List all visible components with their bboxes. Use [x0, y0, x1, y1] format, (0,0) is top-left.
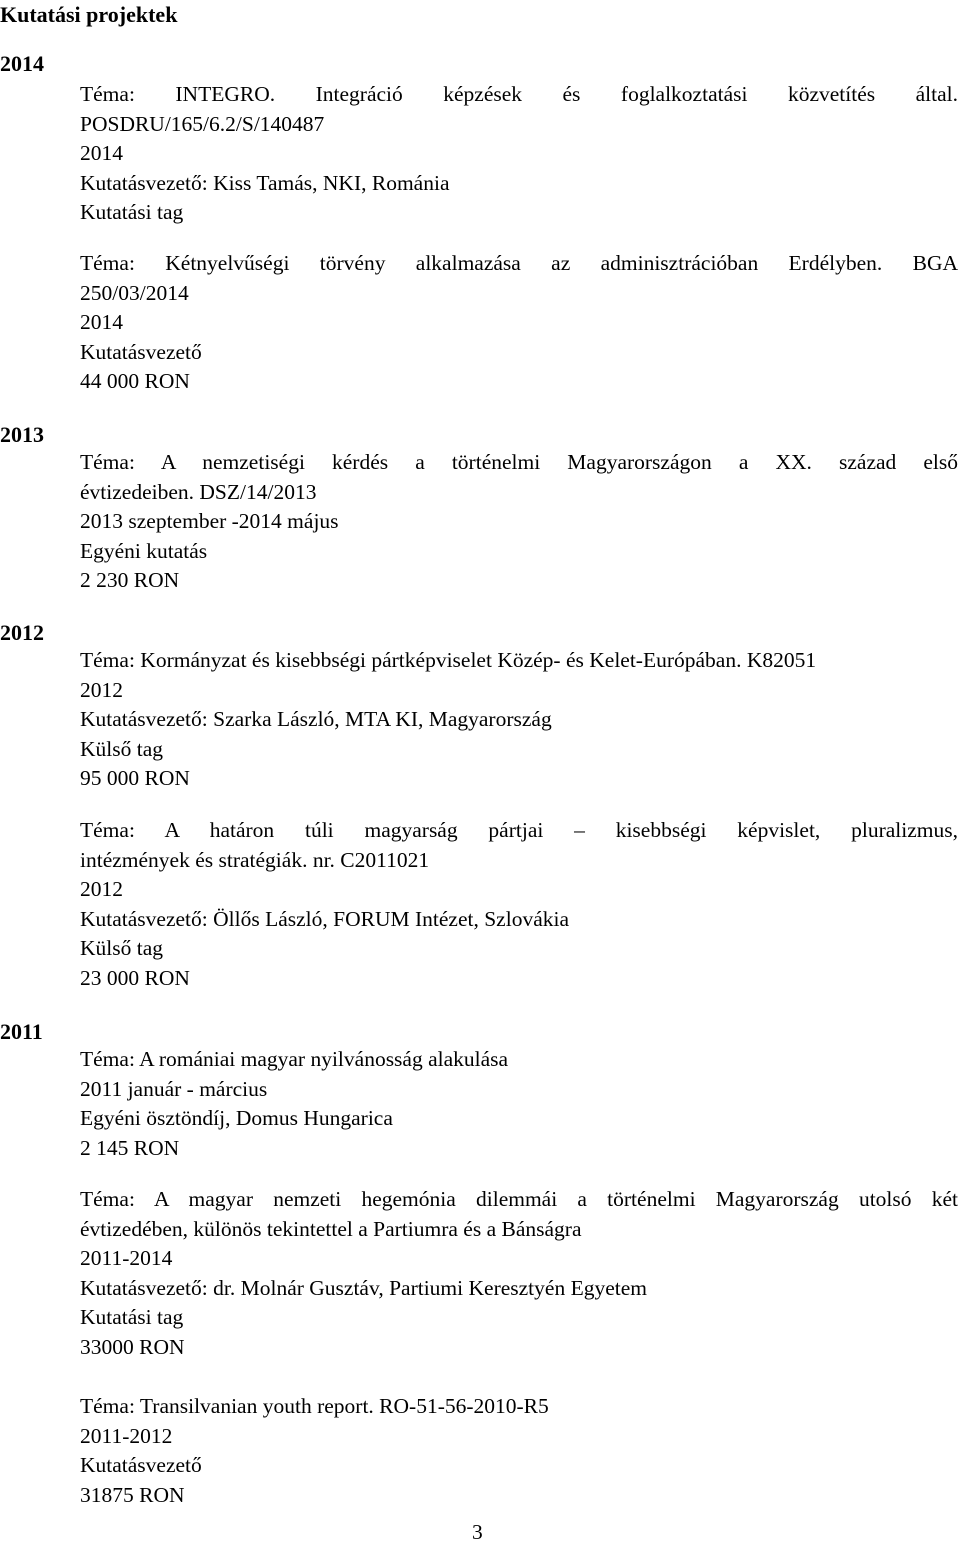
project-period: 2014 [80, 141, 123, 166]
project-title-line: POSDRU/165/6.2/S/140487 [80, 111, 325, 136]
project-budget: 33000 RON [80, 1334, 185, 1359]
project-entry [80, 80, 958, 228]
project-period: 2011 január - március [80, 1076, 268, 1101]
year-heading-2012: 2012 [0, 620, 44, 645]
project-title-line: Téma: A határon túli magyarság pártjai – kisebbségi képvislet, pluralizmus, [80, 818, 958, 842]
project-budget: 23 000 RON [80, 965, 190, 990]
page-number: 3 [472, 1520, 483, 1544]
project-title-line: intézmények és stratégiák. nr. C2011021 [80, 847, 430, 872]
project-role: Külső tag [80, 736, 164, 761]
project-role: Egyéni kutatás [80, 538, 208, 563]
project-title-line: Téma: A romániai magyar nyilvánosság alakulása [80, 1047, 509, 1071]
project-period: 2013 szeptember -2014 május [80, 509, 339, 534]
project-role: Kutatási tag [80, 200, 184, 225]
project-budget: 31875 RON [80, 1482, 185, 1507]
project-entry [80, 249, 958, 397]
project-leader: Kutatásvezető: Öllős László, FORUM Intézet, Szlovákia [80, 906, 570, 931]
project-role: Kutatásvezető [80, 339, 202, 364]
project-title-line: Téma: Kormányzat és kisebbségi pártképviselet Közép- és Kelet-Európában. K82051 [80, 648, 817, 672]
project-title-line: Téma: Transilvanian youth report. RO-51-56-2010-R5 [80, 1394, 549, 1418]
year-heading-2013: 2013 [0, 422, 44, 447]
project-entry [80, 1392, 958, 1510]
project-title-line: Téma: A nemzetiségi kérdés a történelmi Magyarországon a XX. század első [80, 450, 958, 474]
project-budget: 2 145 RON [80, 1135, 180, 1160]
project-role: Kutatási tag [80, 1305, 184, 1330]
project-role: Kutatásvezető [80, 1453, 202, 1478]
project-title-line: évtizedeiben. DSZ/14/2013 [80, 479, 317, 504]
project-period: 2014 [80, 310, 123, 335]
project-title-line: Téma: A magyar nemzeti hegemónia dilemmái a történelmi Magyarország utolsó két [80, 1187, 958, 1211]
year-heading-2014: 2014 [0, 51, 44, 76]
project-leader: Kutatásvezető: Szarka László, MTA KI, Magyarország [80, 707, 552, 732]
project-title-line: Téma: Kétnyelvűségi törvény alkalmazása az adminisztrációban Erdélyben. BGA [80, 251, 958, 275]
project-period: 2011-2014 [80, 1246, 173, 1271]
project-entry [80, 646, 958, 794]
project-entry [80, 816, 958, 994]
section-title: Kutatási projektek [0, 2, 178, 27]
project-budget: 95 000 RON [80, 766, 190, 791]
project-entry [80, 448, 958, 596]
project-leader: Kutatásvezető: dr. Molnár Gusztáv, Partiumi Keresztyén Egyetem [80, 1275, 647, 1300]
project-role: Egyéni ösztöndíj, Domus Hungarica [80, 1106, 393, 1131]
project-role: Külső tag [80, 936, 164, 961]
project-title-line: 250/03/2014 [80, 280, 189, 305]
project-period: 2011-2012 [80, 1423, 173, 1448]
project-entry [80, 1185, 958, 1363]
project-budget: 44 000 RON [80, 369, 190, 394]
year-heading-2011: 2011 [0, 1019, 43, 1044]
project-period: 2012 [80, 877, 123, 902]
project-period: 2012 [80, 677, 123, 702]
project-title-line: Téma: INTEGRO. Integráció képzések és foglalkoztatási közvetítés által. [80, 82, 958, 106]
project-budget: 2 230 RON [80, 568, 180, 593]
project-entry [80, 1045, 958, 1163]
project-title-line: évtizedében, különös tekintettel a Partiumra és a Bánságra [80, 1216, 582, 1241]
project-leader: Kutatásvezető: Kiss Tamás, NKI, Románia [80, 170, 450, 195]
